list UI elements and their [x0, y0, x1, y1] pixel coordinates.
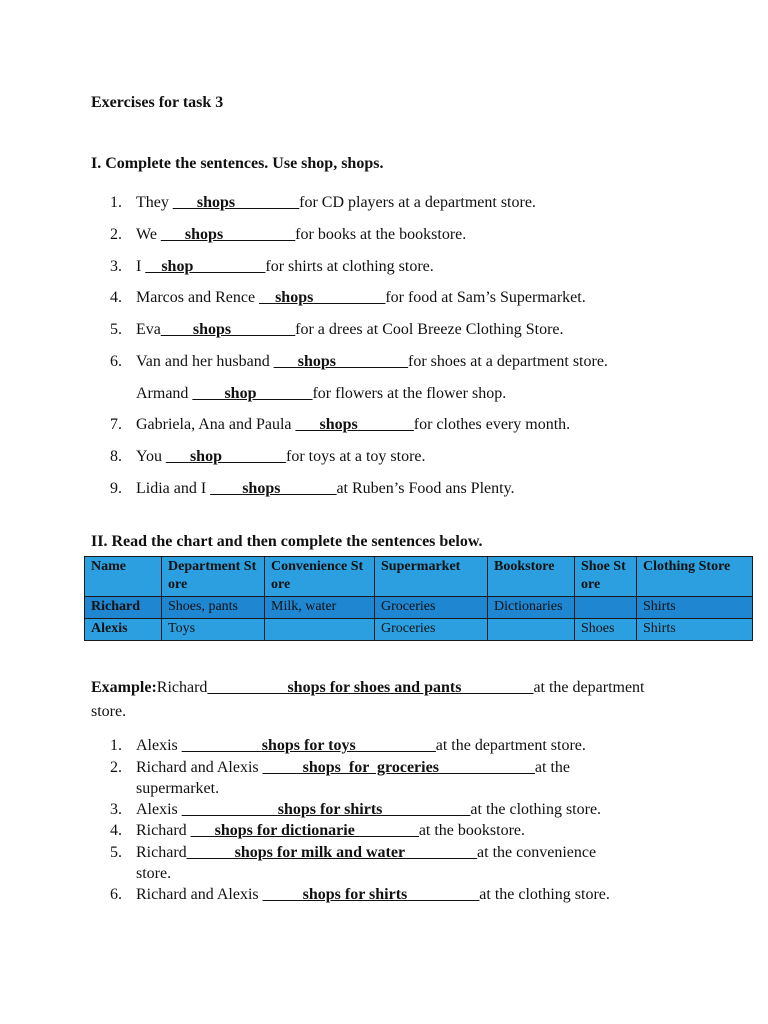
item-prefix: Richard [156, 679, 208, 696]
table-row [85, 597, 753, 619]
blank-line: ____ [210, 480, 243, 497]
table-cell: Richard [85, 597, 162, 619]
item-number: 8. [110, 448, 122, 465]
list-item [110, 886, 610, 904]
list-item [110, 480, 515, 498]
blank-line: _________ [461, 679, 534, 696]
answer-text: shops [297, 353, 336, 370]
answer-text: shops for groceries [302, 759, 439, 776]
list-item [110, 801, 601, 819]
blank-line: __________ [207, 679, 288, 696]
item-number: 3. [110, 801, 122, 818]
table-cell: Shirts [637, 619, 753, 641]
answer-text: shop [189, 448, 222, 465]
blank-line: _________ [405, 844, 478, 861]
list-item [110, 448, 426, 466]
item-suffix: at the clothing store. [470, 801, 602, 818]
item-suffix: for flowers at the flower shop. [312, 385, 507, 402]
item-number: 5. [110, 844, 122, 861]
item-suffix: for clothes every month. [413, 416, 571, 433]
item-number: 7. [110, 416, 122, 433]
answer-text: shops for milk and water [234, 844, 406, 861]
item-suffix: store. [136, 865, 172, 882]
blank-line: _______ [280, 480, 337, 497]
table-cell [575, 597, 637, 619]
blank-line: ______ [186, 844, 235, 861]
answer-text: shops [319, 416, 358, 433]
blank-line: ___ [172, 194, 197, 211]
item-prefix: Alexis [136, 737, 182, 754]
item-suffix: at Ruben’s Food ans Plenty. [336, 480, 515, 497]
section1-heading: I. Complete the sentences. Use shop, shops. [91, 155, 384, 172]
table-cell: Alexis [85, 619, 162, 641]
list-item [110, 289, 586, 307]
item-suffix: supermarket. [136, 780, 220, 797]
answer-text: shops [196, 194, 236, 211]
item-number: 1. [110, 194, 122, 211]
item-prefix: We [136, 226, 161, 243]
table-cell: Toys [162, 619, 265, 641]
answer-text: shops [184, 226, 224, 243]
item-suffix: at the [534, 759, 571, 776]
answer-text: shops for shoes and pants [287, 679, 462, 696]
blank-line: _______ [256, 385, 313, 402]
list-item [110, 353, 608, 371]
item-number: 1. [110, 737, 122, 754]
example-sentence [91, 676, 651, 724]
blank-line: _________ [223, 226, 296, 243]
table-header: Name [85, 557, 162, 597]
list-item [110, 258, 434, 276]
item-prefix: Gabriela, Ana and Paula [136, 416, 296, 433]
table-header-row [85, 557, 753, 597]
table-cell: Shoes [575, 619, 637, 641]
blank-line: _________ [336, 353, 408, 370]
item-number: 6. [110, 353, 122, 370]
item-number: 4. [110, 289, 122, 306]
item-prefix: They [136, 194, 173, 211]
item-prefix: Marcos and Rence [136, 289, 260, 306]
blank-line: ________ [235, 194, 300, 211]
blank-line: _________ [313, 289, 386, 306]
blank-line: ___ [160, 226, 185, 243]
shopping-chart-table [84, 556, 753, 641]
answer-text: shop [224, 385, 257, 402]
item-number: 6. [110, 886, 122, 903]
blank-line: __ [259, 289, 276, 306]
item-prefix: Van and her husband [136, 353, 274, 370]
item-prefix: Richard [136, 822, 191, 839]
table-header: Convenience Store [265, 557, 375, 597]
blank-line: ___ [295, 416, 320, 433]
list-item-continuation [110, 780, 219, 798]
item-suffix: for books at the bookstore. [295, 226, 467, 243]
answer-text: shops for shirts [302, 886, 408, 903]
blank-line: _____ [262, 886, 303, 903]
answer-text: shops for shirts [277, 801, 383, 818]
answer-text: shops for toys [261, 737, 356, 754]
table-cell: Shirts [637, 597, 753, 619]
item-prefix: Richard [136, 844, 187, 861]
answer-text: shops for dictionarie [214, 822, 355, 839]
answer-text: shops [275, 289, 314, 306]
table-cell: Groceries [375, 619, 488, 641]
answer-text: shops [242, 480, 281, 497]
table-cell [488, 619, 575, 641]
list-item [110, 759, 570, 777]
item-suffix: for toys at a toy store. [285, 448, 426, 465]
blank-line: __________ [355, 737, 436, 754]
blank-line: ____________ [438, 759, 535, 776]
item-suffix: for shoes at a department store. [408, 353, 608, 370]
blank-line: _______ [357, 416, 414, 433]
page-title: Exercises for task 3 [91, 94, 224, 111]
answer-text: shop [161, 258, 194, 275]
list-item [110, 737, 586, 755]
table-cell: Groceries [375, 597, 488, 619]
list-item [110, 385, 506, 403]
blank-line: ____ [160, 321, 193, 338]
item-suffix: at the bookstore. [418, 822, 526, 839]
blank-line: _________ [407, 886, 480, 903]
item-prefix: Armand [136, 385, 193, 402]
item-prefix: Richard and Alexis [136, 886, 263, 903]
blank-line: ________ [354, 822, 419, 839]
answer-text: shops [192, 321, 232, 338]
item-suffix: at the clothing store. [479, 886, 610, 903]
blank-line: __________ [181, 737, 262, 754]
blank-line: ___________ [382, 801, 471, 818]
item-number: 3. [110, 258, 122, 275]
blank-line: ___ [190, 822, 215, 839]
blank-line: _____ [262, 759, 303, 776]
table-cell: Shoes, pants [162, 597, 265, 619]
table-header: Department Store [162, 557, 265, 597]
table-cell: Milk, water [265, 597, 375, 619]
list-item [110, 416, 570, 434]
blank-line: __ [145, 258, 162, 275]
item-suffix: at the convenience [477, 844, 597, 861]
blank-line: _________ [193, 258, 266, 275]
table-header: Bookstore [488, 557, 575, 597]
table-header: Shoe Store [575, 557, 637, 597]
item-suffix: for food at Sam’s Supermarket. [385, 289, 586, 306]
table-cell: Dictionaries [488, 597, 575, 619]
list-item [110, 321, 564, 339]
item-prefix: Alexis [136, 801, 182, 818]
item-suffix: at the department store. [435, 737, 586, 754]
table-row [85, 619, 753, 641]
item-number: 9. [110, 480, 122, 497]
list-item-continuation [110, 865, 171, 883]
item-suffix: at the department store. [91, 679, 645, 720]
item-prefix: Richard and Alexis [136, 759, 263, 776]
item-suffix: for CD players at a department store. [299, 194, 536, 211]
item-number: 2. [110, 226, 122, 243]
list-item [110, 194, 536, 212]
blank-line: ________ [231, 321, 296, 338]
example-label: Example: [91, 679, 157, 696]
item-suffix: for a drees at Cool Breeze Clothing Store. [295, 321, 564, 338]
table-header: Clothing Store [637, 557, 753, 597]
item-suffix: for shirts at clothing store. [265, 258, 434, 275]
item-prefix: Eva [136, 321, 161, 338]
item-number: 2. [110, 759, 122, 776]
blank-line: ___ [273, 353, 298, 370]
blank-line: ____ [192, 385, 225, 402]
list-item [110, 226, 466, 244]
list-item [110, 822, 525, 840]
blank-line: ___ [165, 448, 190, 465]
item-prefix: Lidia and I [136, 480, 211, 497]
item-prefix: I [136, 258, 146, 275]
table-header: Supermarket [375, 557, 488, 597]
item-number: 4. [110, 822, 122, 839]
item-number: 5. [110, 321, 122, 338]
table-cell [265, 619, 375, 641]
blank-line: ________ [221, 448, 286, 465]
item-prefix: You [136, 448, 166, 465]
section2-heading: II. Read the chart and then complete the sentences below. [91, 533, 483, 550]
blank-line: ____________ [181, 801, 278, 818]
list-item [110, 844, 596, 862]
